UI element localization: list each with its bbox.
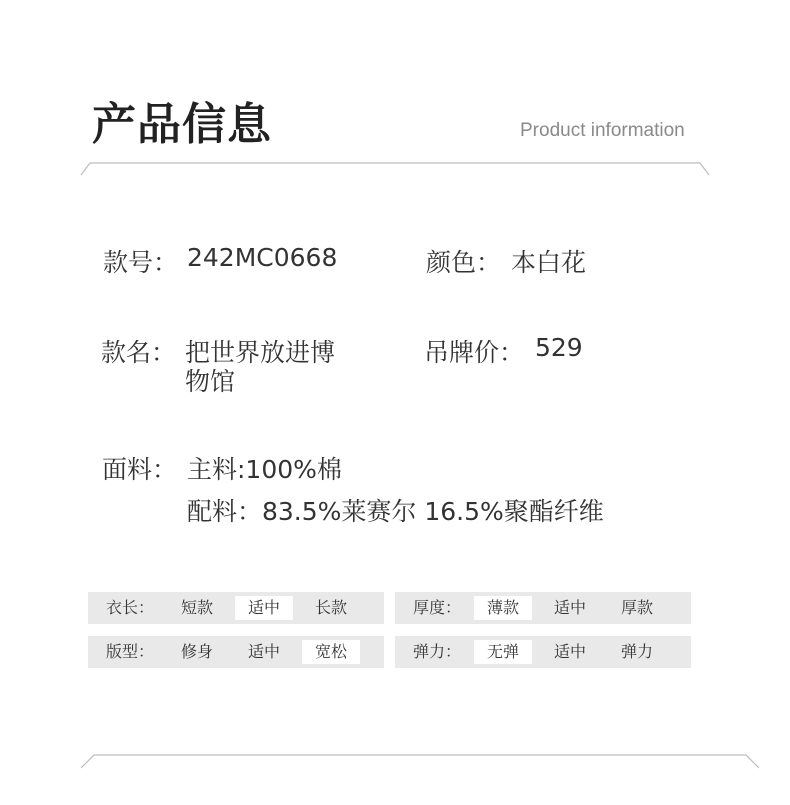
attribute-option: 适中 xyxy=(247,642,280,661)
attribute-option: 修身 xyxy=(180,642,213,661)
attribute-option-selected: 无弹 xyxy=(474,640,532,664)
name-label: 款名： xyxy=(101,338,177,367)
attribute-option: 适中 xyxy=(553,598,586,617)
page-title: 产品信息 xyxy=(92,99,272,150)
fabric-lining: 配料：83.5%莱赛尔 16.5%聚酯纤维 xyxy=(187,497,604,526)
attribute-option: 厚款 xyxy=(620,598,653,617)
attribute-option-selected: 薄款 xyxy=(474,596,532,620)
style-no-value: 242MC0668 xyxy=(187,243,338,272)
fabric-main: 主料:100%棉 xyxy=(187,455,342,484)
name-value-line2: 物馆 xyxy=(185,367,236,396)
attribute-option-selected: 适中 xyxy=(235,596,293,620)
attribute-label: 衣长： xyxy=(105,598,154,617)
attribute-option: 适中 xyxy=(553,642,586,661)
attribute-option: 长款 xyxy=(314,598,347,617)
price-label: 吊牌价： xyxy=(424,338,525,367)
attribute-label: 厚度： xyxy=(412,598,461,617)
color-value: 本白花 xyxy=(511,248,587,277)
attribute-label: 弹力： xyxy=(412,642,461,661)
page-subtitle: Product information xyxy=(520,120,685,141)
attribute-option: 弹力 xyxy=(620,642,653,661)
style-no-label: 款号： xyxy=(103,248,179,277)
bottom-divider xyxy=(80,752,760,772)
top-divider xyxy=(80,160,710,180)
name-value-line1: 把世界放进博 xyxy=(185,338,336,367)
fabric-label: 面料： xyxy=(102,455,178,484)
price-value: 529 xyxy=(535,333,583,362)
attribute-option: 短款 xyxy=(180,598,213,617)
attribute-option-selected: 宽松 xyxy=(302,640,360,664)
attribute-label: 版型： xyxy=(105,642,154,661)
color-label: 颜色： xyxy=(426,248,502,277)
